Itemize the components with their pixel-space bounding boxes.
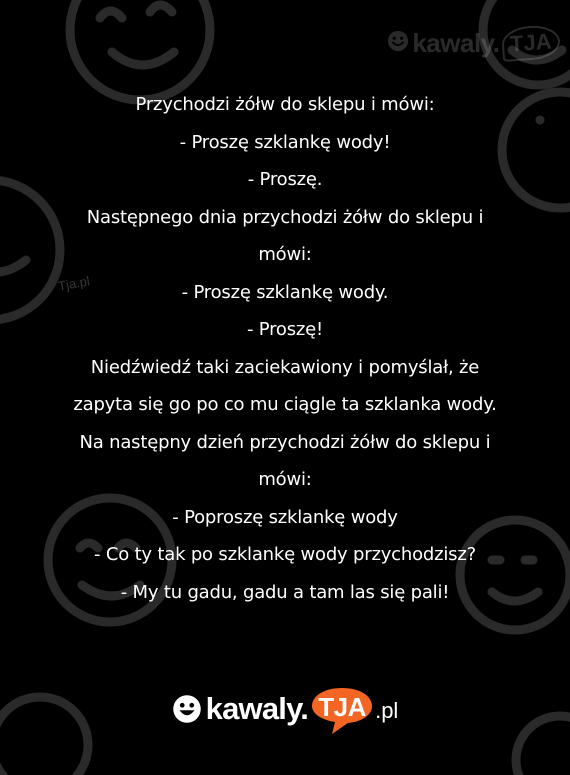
joke-line: Na następny dzień przychodzi żółw do sklepu i (79, 431, 491, 453)
joke-line: mówi: (258, 469, 312, 490)
logo-tja-text: TJA (318, 691, 366, 722)
watermark-logo (387, 26, 560, 60)
joke-text (20, 86, 550, 611)
watermark-tja: TJA (501, 24, 561, 62)
logo-tja-badge (310, 686, 374, 732)
joke-line: Następnego dnia przychodzi żółw do sklepu i (86, 206, 484, 228)
joke-line: - Proszę. (247, 169, 323, 190)
joke-line: zapyta się go po co mu ciągle ta szklanka wody. (73, 394, 497, 415)
joke-line: - Co ty tak po szklankę wody przychodzisz? (94, 544, 476, 565)
joke-line: - Proszę szklankę wody! (179, 131, 391, 153)
watermark-smiley-icon (387, 30, 409, 57)
joke-line: - Proszę szklankę wody. (181, 281, 389, 303)
joke-line: Niedźwiedź taki zaciekawiony i pomyślał, że (90, 356, 480, 378)
logo-domain: .pl (375, 698, 399, 723)
watermark-brand: kawaly. (412, 27, 500, 58)
joke-line: - My tu gadu, gadu a tam las się pali! (120, 581, 450, 603)
watermark-side: Tja.pl (56, 273, 91, 294)
joke-line: Przychodzi żółw do sklepu i mówi: (135, 94, 435, 115)
site-logo[interactable] (0, 686, 570, 732)
smiley-icon (172, 694, 202, 724)
joke-line: - Poproszę szklankę wody (172, 506, 398, 528)
joke-line: - Proszę! (246, 319, 324, 340)
logo-brand: kawaly. (205, 691, 309, 726)
joke-line: mówi: (258, 244, 312, 265)
